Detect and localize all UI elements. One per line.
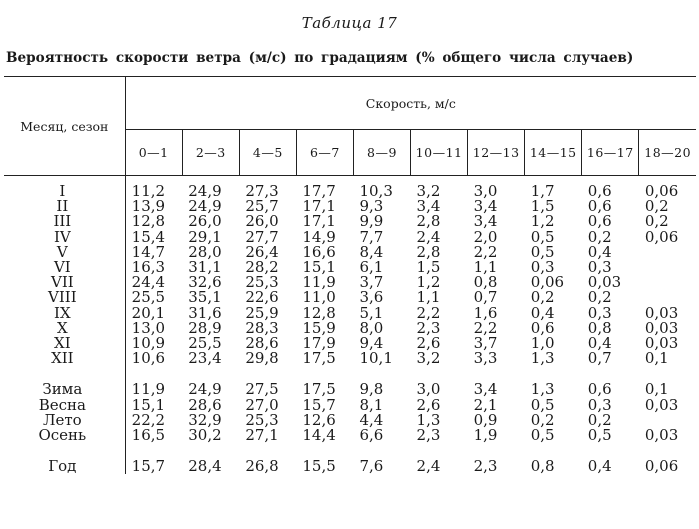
table-cell: 2,3 bbox=[416, 426, 441, 445]
table-cell: 8,4 bbox=[359, 242, 384, 261]
table-cell: 1,3 bbox=[530, 349, 555, 368]
row-label: Зима bbox=[4, 382, 125, 397]
range-header: 2—3 bbox=[182, 130, 239, 176]
table-cell: 0,2 bbox=[530, 410, 555, 429]
table-cell: 9,9 bbox=[359, 212, 384, 231]
table-cell: 0,6 bbox=[530, 318, 555, 337]
table-cell: 16,3 bbox=[131, 258, 166, 277]
table-cell: 0,9 bbox=[473, 410, 498, 429]
range-header: 12—13 bbox=[468, 130, 525, 176]
table-cell: 0,4 bbox=[587, 334, 612, 353]
table-cell: 3,7 bbox=[359, 273, 384, 292]
table-cell: 0,06 bbox=[644, 457, 679, 476]
table-cell: 17,1 bbox=[302, 212, 336, 231]
table-cell: 1,3 bbox=[416, 410, 441, 429]
table-cell: 29,1 bbox=[188, 227, 222, 246]
table-cell bbox=[639, 245, 696, 260]
table-cell: 25,5 bbox=[131, 288, 166, 307]
table-cell: 1,1 bbox=[473, 258, 498, 277]
table-cell: 0,1 bbox=[644, 380, 669, 399]
table-cell: 1,2 bbox=[530, 212, 555, 231]
table-cell: 0,6 bbox=[587, 197, 612, 216]
table-cell: 7,7 bbox=[359, 227, 384, 246]
table-cell: 2,0 bbox=[473, 227, 498, 246]
table-cell: 16,5 bbox=[131, 426, 166, 445]
table-cell: 3,6 bbox=[359, 288, 384, 307]
table-cell: 0,03 bbox=[644, 426, 679, 445]
table-cell: 27,1 bbox=[245, 426, 279, 445]
table-cell: 14,4 bbox=[302, 426, 336, 445]
wind-speed-table bbox=[4, 76, 696, 474]
table-cell: 1,0 bbox=[530, 334, 555, 353]
table-cell: 0,3 bbox=[587, 303, 612, 322]
table-cell: 2,2 bbox=[473, 242, 498, 261]
table-cell: 11,9 bbox=[131, 380, 166, 399]
table-cell: 0,6 bbox=[587, 212, 612, 231]
row-label: Осень bbox=[4, 428, 125, 443]
table-cell: 28,9 bbox=[188, 318, 222, 337]
table-cell: 2,2 bbox=[416, 303, 441, 322]
table-cell: 2,8 bbox=[416, 212, 441, 231]
table-cell: 0,4 bbox=[587, 242, 612, 261]
table-cell: 8,1 bbox=[359, 395, 384, 414]
row-label: II bbox=[4, 199, 125, 214]
row-label: Весна bbox=[4, 398, 125, 413]
table-cell: 3,4 bbox=[473, 380, 498, 399]
table-cell: 15,7 bbox=[302, 395, 336, 414]
row-label: Лето bbox=[4, 413, 125, 428]
range-header: 16—17 bbox=[582, 130, 639, 176]
table-cell: 0,6 bbox=[587, 182, 612, 200]
table-cell: 1,5 bbox=[530, 197, 555, 216]
table-cell: 10,6 bbox=[131, 349, 166, 368]
table-cell: 0,5 bbox=[587, 426, 612, 445]
table-title: Вероятность скорости ветра (м/с) по градациям (% общего числа случаев) bbox=[6, 50, 634, 66]
table-cell: 28,2 bbox=[245, 258, 279, 277]
table-cell: 3,2 bbox=[416, 182, 441, 200]
table-cell: 25,7 bbox=[245, 197, 279, 216]
table-cell: 11,2 bbox=[131, 182, 166, 200]
table-cell: 17,7 bbox=[302, 182, 336, 200]
table-cell: 1,3 bbox=[530, 380, 555, 399]
row-label: VII bbox=[4, 275, 125, 290]
table-cell: 1,5 bbox=[416, 258, 441, 277]
table-cell: 7,6 bbox=[359, 457, 384, 476]
table-cell: 0,5 bbox=[530, 227, 555, 246]
table-cell: 15,1 bbox=[131, 395, 166, 414]
row-label: V bbox=[4, 245, 125, 260]
table-cell: 15,5 bbox=[302, 457, 336, 476]
row-label: IV bbox=[4, 230, 125, 245]
table-cell: 2,1 bbox=[473, 395, 498, 414]
table-cell: 10,1 bbox=[359, 349, 393, 368]
table-cell: 10,3 bbox=[359, 182, 393, 200]
table-cell: 32,9 bbox=[188, 410, 222, 429]
table-cell: 0,03 bbox=[644, 303, 679, 322]
table-cell: 0,03 bbox=[644, 334, 679, 353]
table-cell: 12,6 bbox=[302, 410, 336, 429]
table-cell: 0,5 bbox=[530, 395, 555, 414]
table-cell: 9,4 bbox=[359, 334, 384, 353]
table-cell: 15,7 bbox=[131, 457, 166, 476]
table-cell: 2,3 bbox=[416, 318, 441, 337]
table-cell: 2,4 bbox=[416, 227, 441, 246]
table-cell: 12,8 bbox=[302, 303, 336, 322]
table-cell: 0,06 bbox=[644, 227, 679, 246]
table-number: Таблица 17 bbox=[301, 14, 398, 32]
table-cell: 1,9 bbox=[473, 426, 498, 445]
row-label: XI bbox=[4, 336, 125, 351]
table-cell: 3,4 bbox=[473, 197, 498, 216]
table-cell: 8,0 bbox=[359, 318, 384, 337]
table-cell: 22,6 bbox=[245, 288, 279, 307]
table-cell: 26,8 bbox=[245, 457, 279, 476]
table-cell: 11,9 bbox=[302, 273, 336, 292]
table-cell: 2,2 bbox=[473, 318, 498, 337]
table-cell: 0,1 bbox=[644, 349, 669, 368]
speed-group-header: Скорость, м/с bbox=[125, 77, 696, 130]
table-cell: 0,7 bbox=[473, 288, 498, 307]
table-cell: 26,0 bbox=[245, 212, 279, 231]
table-cell: 0,2 bbox=[530, 288, 555, 307]
table-cell: 12,8 bbox=[131, 212, 166, 231]
table-cell: 17,5 bbox=[302, 380, 336, 399]
range-header: 10—11 bbox=[411, 130, 468, 176]
table-cell: 24,9 bbox=[188, 380, 222, 399]
table-cell: 28,0 bbox=[188, 242, 222, 261]
table-cell: 3,0 bbox=[416, 380, 441, 399]
row-label: VIII bbox=[4, 290, 125, 305]
table-cell: 24,4 bbox=[131, 273, 166, 292]
range-header: 18—20 bbox=[639, 130, 696, 176]
table-cell: 2,6 bbox=[416, 334, 441, 353]
table-cell: 26,0 bbox=[188, 212, 222, 231]
range-header: 14—15 bbox=[525, 130, 582, 176]
table-cell: 1,7 bbox=[530, 182, 555, 200]
table-cell: 0,4 bbox=[587, 457, 612, 476]
table-cell: 24,9 bbox=[188, 197, 222, 216]
row-label: III bbox=[4, 214, 125, 229]
table-cell: 0,7 bbox=[587, 349, 612, 368]
table-cell: 9,3 bbox=[359, 197, 384, 216]
table-cell: 0,8 bbox=[530, 457, 555, 476]
table-cell: 2,8 bbox=[416, 242, 441, 261]
table-cell: 1,6 bbox=[473, 303, 498, 322]
table-cell: 13,0 bbox=[131, 318, 166, 337]
table-row bbox=[4, 428, 696, 443]
table-cell: 28,6 bbox=[245, 334, 279, 353]
table-cell: 28,6 bbox=[188, 395, 222, 414]
table-cell: 27,0 bbox=[245, 395, 279, 414]
table-cell: 25,3 bbox=[245, 410, 279, 429]
table-cell: 4,4 bbox=[359, 410, 384, 429]
row-label: IX bbox=[4, 306, 125, 321]
table-cell: 3,2 bbox=[416, 349, 441, 368]
table-cell: 23,4 bbox=[188, 349, 222, 368]
table-cell: 3,4 bbox=[416, 197, 441, 216]
table-cell: 32,6 bbox=[188, 273, 222, 292]
table-cell: 13,9 bbox=[131, 197, 166, 216]
table-cell: 0,2 bbox=[587, 410, 612, 429]
table-cell: 0,03 bbox=[644, 318, 679, 337]
table-cell: 0,2 bbox=[644, 212, 669, 231]
table-cell: 6,1 bbox=[359, 258, 384, 277]
table-cell: 11,0 bbox=[302, 288, 336, 307]
table-cell: 27,5 bbox=[245, 380, 279, 399]
row-label: I bbox=[4, 184, 125, 199]
table-cell: 0,03 bbox=[587, 273, 622, 292]
table-cell: 31,6 bbox=[188, 303, 222, 322]
table-cell: 0,03 bbox=[644, 395, 679, 414]
table-cell: 14,9 bbox=[302, 227, 336, 246]
table-cell: 0,2 bbox=[587, 288, 612, 307]
row-label: VI bbox=[4, 260, 125, 275]
table-cell: 0,2 bbox=[587, 227, 612, 246]
table-cell: 2,6 bbox=[416, 395, 441, 414]
table-cell bbox=[639, 260, 696, 275]
table-cell: 15,4 bbox=[131, 227, 166, 246]
table-cell: 0,06 bbox=[644, 182, 679, 200]
table-cell: 0,6 bbox=[587, 380, 612, 399]
table-cell: 27,3 bbox=[245, 182, 279, 200]
table-cell: 15,9 bbox=[302, 318, 336, 337]
table-cell: 15,1 bbox=[302, 258, 336, 277]
table-cell: 5,1 bbox=[359, 303, 384, 322]
table-cell: 22,2 bbox=[131, 410, 166, 429]
table-cell: 0,3 bbox=[530, 258, 555, 277]
table-cell: 0,5 bbox=[530, 426, 555, 445]
table-cell: 1,2 bbox=[416, 273, 441, 292]
table-cell: 25,3 bbox=[245, 273, 279, 292]
table-cell: 25,9 bbox=[245, 303, 279, 322]
table-cell: 0,5 bbox=[530, 242, 555, 261]
row-label: X bbox=[4, 321, 125, 336]
range-header: 8—9 bbox=[353, 130, 410, 176]
table-cell: 6,6 bbox=[359, 426, 384, 445]
table-cell: 25,5 bbox=[188, 334, 222, 353]
table-cell: 3,4 bbox=[473, 212, 498, 231]
table-cell: 30,2 bbox=[188, 426, 222, 445]
table-cell: 20,1 bbox=[131, 303, 166, 322]
range-header: 0—1 bbox=[125, 130, 182, 176]
table-cell: 2,3 bbox=[473, 457, 498, 476]
table-cell: 29,8 bbox=[245, 349, 279, 368]
table-cell: 26,4 bbox=[245, 242, 279, 261]
range-header: 4—5 bbox=[239, 130, 296, 176]
table-cell: 9,8 bbox=[359, 380, 384, 399]
table-cell: 3,7 bbox=[473, 334, 498, 353]
table-cell: 0,06 bbox=[530, 273, 565, 292]
table-cell: 0,8 bbox=[587, 318, 612, 337]
row-label: Год bbox=[4, 459, 125, 474]
table-cell: 10,9 bbox=[131, 334, 166, 353]
table-cell: 3,0 bbox=[473, 182, 498, 200]
table-cell: 31,1 bbox=[188, 258, 222, 277]
table-cell: 0,3 bbox=[587, 395, 612, 414]
table-cell: 14,7 bbox=[131, 242, 166, 261]
month-column-header: Месяц, сезон bbox=[4, 77, 125, 176]
table-row bbox=[4, 351, 696, 366]
table-cell: 0,3 bbox=[587, 258, 612, 277]
table-cell: 28,3 bbox=[245, 318, 279, 337]
table-body bbox=[4, 176, 696, 475]
table-cell: 35,1 bbox=[188, 288, 222, 307]
table-cell: 0,2 bbox=[644, 197, 669, 216]
row-label: XII bbox=[4, 351, 125, 366]
table-cell: 28,4 bbox=[188, 457, 222, 476]
table-cell: 0,4 bbox=[530, 303, 555, 322]
table-cell: 17,1 bbox=[302, 197, 336, 216]
table-cell: 0,8 bbox=[473, 273, 498, 292]
range-header: 6—7 bbox=[296, 130, 353, 176]
table-cell: 27,7 bbox=[245, 227, 279, 246]
table-cell bbox=[639, 275, 696, 290]
table-row bbox=[4, 459, 696, 474]
table-cell: 17,5 bbox=[302, 349, 336, 368]
table-cell: 24,9 bbox=[188, 182, 222, 200]
table-cell: 16,6 bbox=[302, 242, 336, 261]
table-cell: 3,3 bbox=[473, 349, 498, 368]
table-cell: 2,4 bbox=[416, 457, 441, 476]
table-cell: 1,1 bbox=[416, 288, 441, 307]
table-cell: 17,9 bbox=[302, 334, 336, 353]
